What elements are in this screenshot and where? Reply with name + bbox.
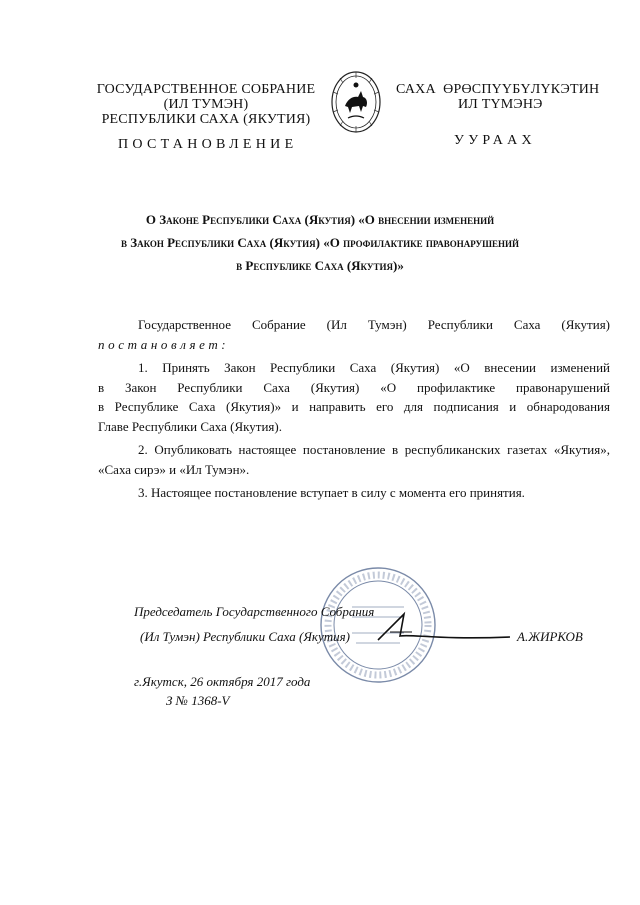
signatory-position-line-2: (Ил Тумэн) Республики Саха (Якутия): [140, 629, 350, 644]
document-title: [80, 208, 560, 277]
item-2-line-1: 2. Опубликовать настоящее постановление в республиканских газетах «Якутия»,: [138, 442, 610, 457]
item-1-line-4: Главе Республики Саха (Якутия).: [98, 418, 282, 434]
coat-of-arms-emblem: [330, 70, 382, 134]
document-number: З № 1368-V: [166, 693, 230, 708]
document-body: [98, 315, 610, 503]
header-left-line-2: (ИЛ ТУМЭН): [163, 97, 249, 112]
title-line-2: в Закон Республики Саха (Якутия) «О профилактике правонарушений: [120, 235, 520, 250]
header-left-block: [88, 82, 324, 127]
item-2-line-2: «Саха сирэ» и «Ил Тумэн».: [98, 461, 250, 477]
header-right-line-2: ИЛ ТҮМЭНЭ: [458, 97, 543, 112]
item-1-line-3: в Республике Саха (Якутия)» и направить его для подписания и обнародования: [98, 399, 610, 414]
emblem-icon: [330, 70, 382, 134]
signature-icon: [370, 610, 515, 650]
intro-line-1: Государственное Собрание (Ил Тумэн) Республики Саха (Якутия): [138, 317, 610, 332]
header-left-line-3: РЕСПУБЛИКИ САХА (ЯКУТИЯ): [101, 112, 311, 127]
handwritten-signature: [370, 610, 515, 650]
header-right-line-1: САХА ӨРӨСПҮҮБҮЛҮКЭТИН: [396, 82, 600, 97]
place-and-date: г.Якутск, 26 октября 2017 года: [134, 674, 311, 689]
item-1-line-2: в Закон Республики Саха (Якутия) «О профилактике правонарушений: [98, 379, 610, 395]
signatory-name: А.ЖИРКОВ: [517, 629, 583, 644]
intro-line-2: постановляет:: [98, 336, 230, 352]
doc-type-sakha: УУРААХ: [454, 133, 536, 148]
doc-type-ru: ПОСТАНОВЛЕНИЕ: [118, 137, 298, 152]
header-left-line-1: ГОСУДАРСТВЕННОЕ СОБРАНИЕ: [96, 82, 316, 97]
signatory-position-line-1: Председатель Государственного Собрания: [134, 604, 375, 619]
title-line-3: в Республике Саха (Якутия)»: [236, 258, 404, 273]
title-line-1: О Законе Республики Саха (Якутия) «О внесении изменений: [145, 212, 495, 227]
item-3: 3. Настоящее постановление вступает в силу с момента его принятия.: [138, 485, 525, 500]
header-right-block: [396, 82, 606, 112]
item-1-line-1: 1. Принять Закон Республики Саха (Якутия) «О внесении изменений: [138, 360, 610, 375]
